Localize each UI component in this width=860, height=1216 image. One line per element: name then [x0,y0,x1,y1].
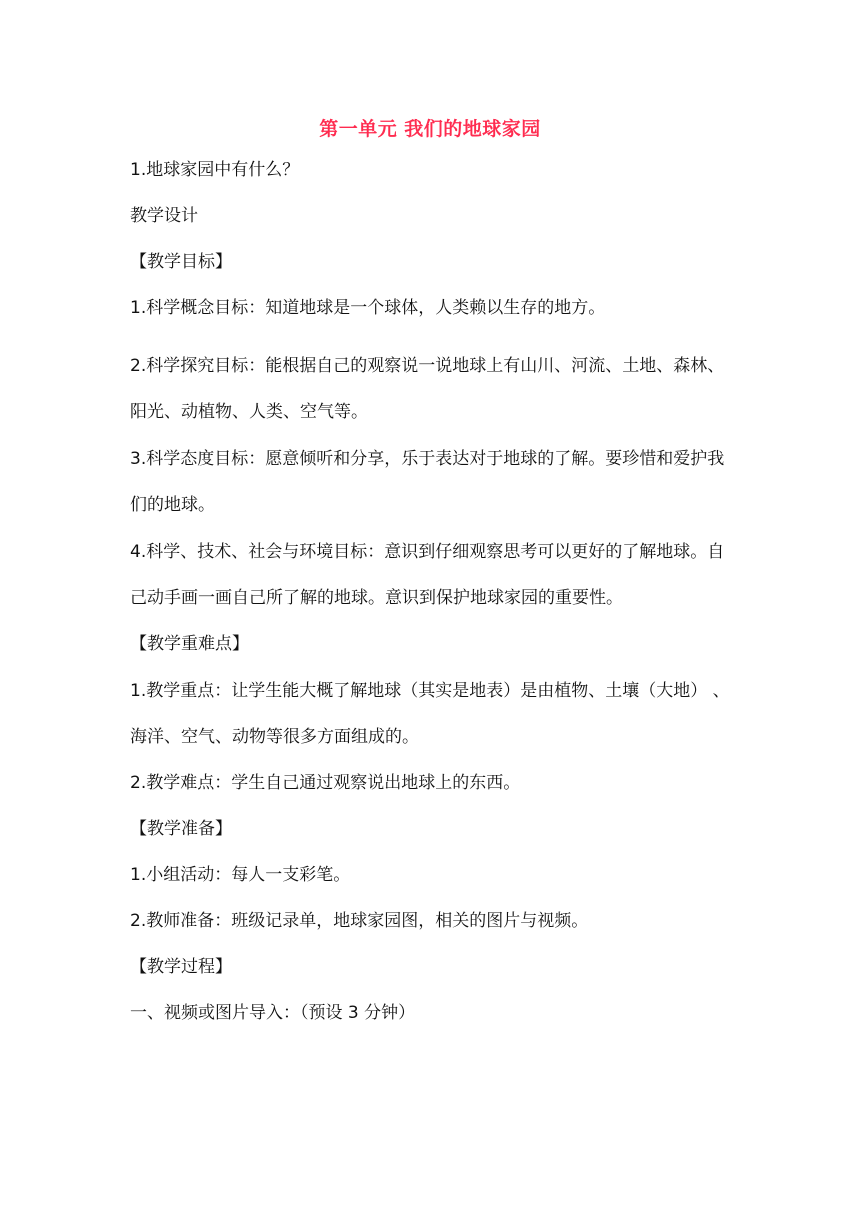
prep-heading: 【教学准备】 [130,819,232,839]
process-heading: 【教学过程】 [130,957,232,977]
prep-2: 2.教师准备：班级记录单，地球家园图，相关的图片与视频。 [130,911,589,931]
process-step-1: 一、视频或图片导入：（预设 3 分钟） [130,1003,416,1023]
key-point-1: 1.教学重点：让学生能大概了解地球（其实是地表）是由植物、土壤（大地） 、海洋、空气、动物等很多方面组成的。 [130,681,730,747]
goal-3: 3.科学态度目标：愿意倾听和分享，乐于表达对于地球的了解。要珍惜和爱护我们的地球。 [130,449,725,515]
lesson-heading: 1.地球家园中有什么？ [130,160,300,180]
goals-heading: 【教学目标】 [130,252,232,272]
key-points-heading: 【教学重难点】 [130,634,249,654]
prep-1: 1.小组活动：每人一支彩笔。 [130,865,351,885]
document-title: 第一单元 我们的地球家园 [319,118,541,140]
key-point-2: 2.教学难点：学生自己通过观察说出地球上的东西。 [130,773,521,793]
design-label: 教学设计 [130,206,198,226]
goal-1: 1.科学概念目标：知道地球是一个球体，人类赖以生存的地方。 [130,298,606,318]
document-page [130,112,730,1048]
goal-2: 2.科学探究目标：能根据自己的观察说一说地球上有山川、河流、土地、森林、阳光、动植物、人类、空气等。 [130,356,725,422]
goal-4: 4.科学、技术、社会与环境目标：意识到仔细观察思考可以更好的了解地球。自己动手画一画自己所了解的地球。意识到保护地球家园的重要性。 [130,542,725,608]
